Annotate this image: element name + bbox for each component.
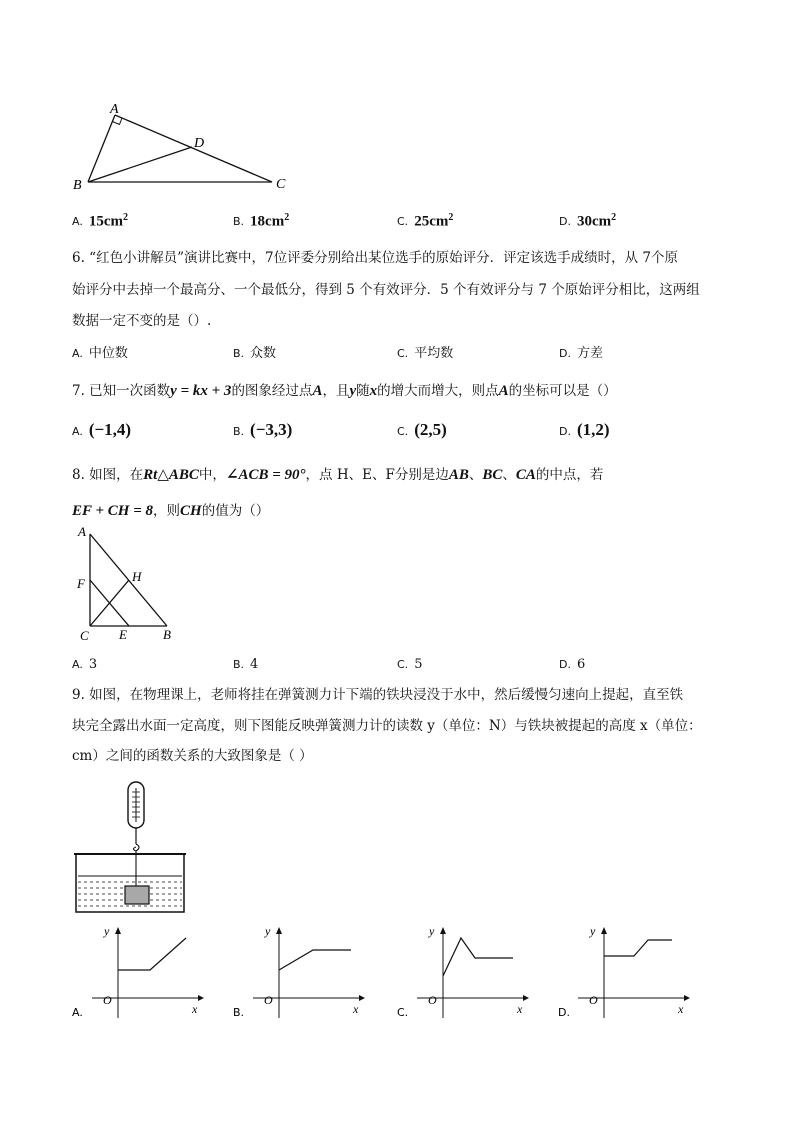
svg-text:O: O — [589, 993, 598, 1007]
label-d: D — [194, 136, 205, 151]
graph-a-label: A. — [72, 1006, 83, 1019]
q9-line-2: 块完全露出水面一定高度，则下图能反映弹簧测力计的读数 y（单位：N）与铁块被提起的高度 x（单位： — [72, 718, 702, 734]
q6-option-a[interactable]: A. 中位数 — [72, 346, 128, 361]
q7-option-c[interactable]: C. (2,5) — [397, 420, 447, 439]
segment-ab — [88, 115, 115, 182]
q5-options — [72, 212, 732, 236]
q5-option-a[interactable]: A. $15cm^2$ — [72, 212, 128, 230]
graph-b-curve — [279, 950, 351, 970]
svg-text:O: O — [103, 993, 112, 1007]
q8-option-d[interactable]: D. 6 — [559, 657, 586, 672]
q8-option-b[interactable]: B. 4 — [233, 657, 259, 672]
label-b: B — [163, 627, 171, 642]
svg-text:O: O — [428, 993, 437, 1007]
svg-text:y: y — [104, 924, 110, 938]
graph-b-label: B. — [233, 1006, 245, 1019]
q7-options — [72, 420, 732, 444]
q6-options — [72, 342, 732, 366]
q9-graph-d[interactable] — [558, 922, 698, 1022]
label-b: B — [73, 178, 82, 193]
graph-c-curve — [443, 938, 513, 976]
label-h: H — [132, 569, 142, 584]
q7-option-a[interactable]: A. (−1,4) — [72, 420, 132, 439]
label-c: C — [276, 177, 286, 192]
q9-graph-a[interactable] — [72, 922, 212, 1022]
q8-triangle-figure — [72, 522, 182, 644]
svg-text:y: y — [429, 924, 435, 938]
q7-option-b[interactable]: B. (−3,3) — [233, 420, 293, 439]
q8-options — [72, 657, 732, 681]
q7-stem: 7. 已知一次函数y = kx + 3的图象经过点A，且y随x的增大而增大，则点A的坐标可以是（） — [72, 383, 617, 399]
q6-option-b[interactable]: B. 众数 — [233, 346, 277, 361]
q6-option-c[interactable]: C. 平均数 — [397, 346, 454, 361]
graph-c-label: C. — [397, 1006, 409, 1019]
q5-triangle-figure — [70, 100, 300, 195]
q7-option-d[interactable]: D. (1,2) — [559, 420, 610, 439]
q5-option-d[interactable]: D. $30cm^2$ — [559, 212, 617, 230]
svg-text:y: y — [265, 924, 271, 938]
q6-line-1: 6. “红色小讲解员”演讲比赛中，7位评委分别给出某位选手的原始评分．评定该选手成绩时，从 7个原 — [72, 250, 678, 266]
svg-text:x: x — [517, 1002, 523, 1016]
label-a: A — [110, 102, 119, 117]
q5-option-b[interactable]: B. $18cm^2$ — [233, 212, 290, 230]
q9-graph-c[interactable] — [397, 922, 537, 1022]
q6-option-d[interactable]: D. 方差 — [559, 346, 603, 361]
svg-text:x: x — [678, 1002, 684, 1016]
q8-stem-line-1: 8. 如图，在Rt△ABC中，∠ACB = 90°，点 H、E、F分别是边AB、BC、CA的中点，若 — [72, 467, 604, 483]
graph-d-label: D. — [558, 1006, 570, 1019]
q9-graph-b[interactable] — [233, 922, 373, 1022]
graph-a-curve — [118, 938, 186, 970]
q9-line-3: cm）之间的函数关系的大致图象是（ ） — [72, 748, 313, 764]
q9-apparatus-figure — [72, 778, 192, 918]
label-e: E — [119, 627, 127, 642]
q7-function: y = kx + 3 — [170, 383, 232, 399]
q8-stem-line-2: EF + CH = 8，则CH的值为（） — [72, 503, 270, 519]
svg-text:y: y — [590, 924, 596, 938]
q5-option-c[interactable]: C. $25cm^2$ — [397, 212, 454, 230]
svg-text:O: O — [264, 993, 273, 1007]
q6-line-2: 始评分中去掉一个最高分、一个最低分，得到 5 个有效评分．5 个有效评分与 7 个原始评分相比，这两组 — [72, 282, 700, 298]
segment-bd — [88, 147, 192, 182]
q9-line-1: 9. 如图，在物理课上，老师将挂在弹簧测力计下端的铁块浸没于水中，然后缓慢匀速向上提起，直至铁 — [72, 687, 684, 703]
label-f: F — [77, 576, 85, 591]
q8-option-a[interactable]: A. 3 — [72, 657, 98, 672]
svg-text:x: x — [192, 1002, 198, 1016]
q8-option-c[interactable]: C. 5 — [397, 657, 423, 672]
label-a: A — [78, 524, 86, 539]
iron-block — [125, 886, 149, 904]
q6-line-3: 数据一定不变的是（）. — [72, 313, 212, 329]
svg-text:x: x — [353, 1002, 359, 1016]
graph-d-curve — [604, 940, 672, 956]
label-c: C — [80, 628, 89, 643]
